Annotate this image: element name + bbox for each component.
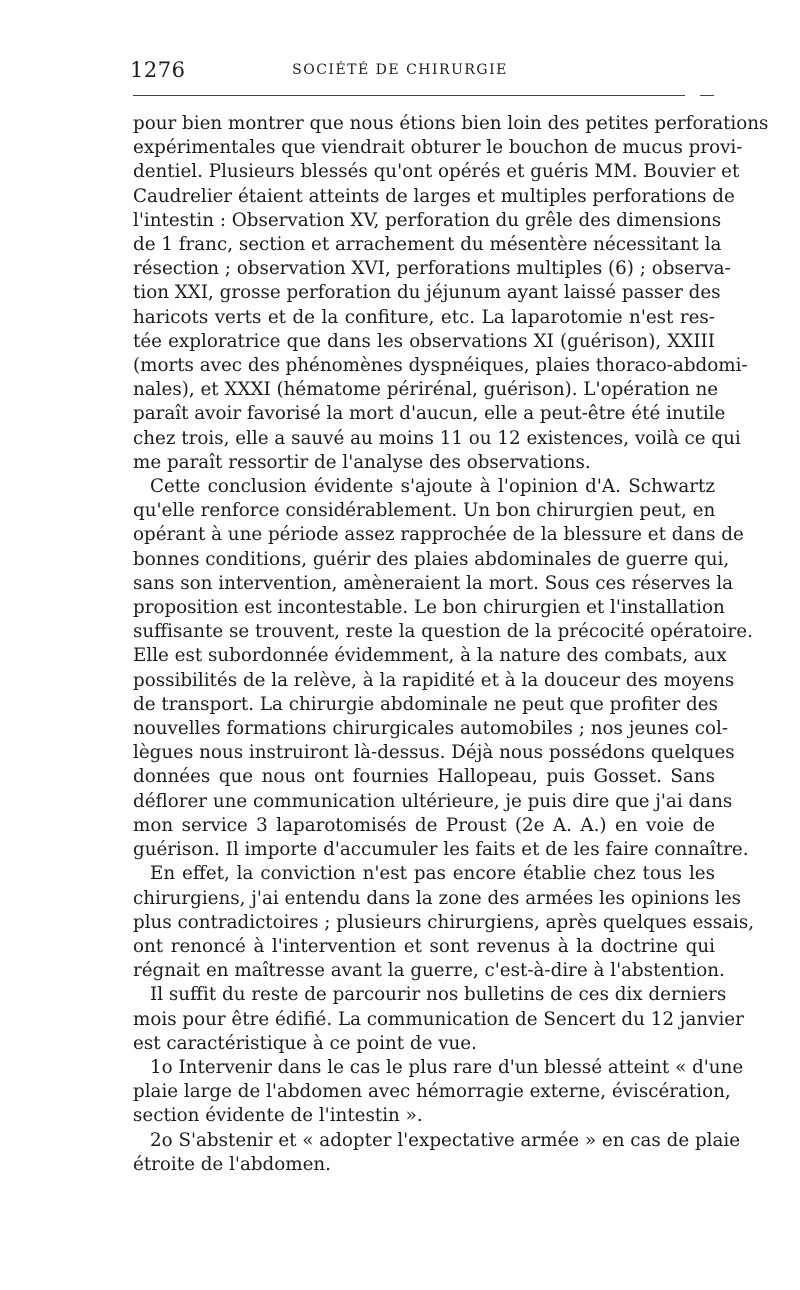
text-line: (morts avec des phénomènes dyspnéiques, plaies thoraco-abdomi- <box>133 355 748 377</box>
text-line: Cette conclusion évidente s'ajoute à l'opinion d'A. Schwartz <box>150 476 715 498</box>
text-line: 2o S'abstenir et « adopter l'expectative armée » en cas de plaie <box>150 1129 741 1151</box>
text-line: sans son intervention, amèneraient la mort. Sous ces réserves la <box>133 572 734 594</box>
text-line: chez trois, elle a sauvé au moins 11 ou 12 existences, voilà ce qui <box>133 427 741 449</box>
text-line: Il suffit du reste de parcourir nos bulletins de ces dix derniers <box>150 984 727 1006</box>
text-line: plus contradictoires ; plusieurs chirurgiens, après quelques essais, <box>133 911 755 933</box>
text-line: dentiel. Plusieurs blessés qu'ont opérés et guéris MM. Bouvier et <box>133 161 740 183</box>
text-line: plaie large de l'abdomen avec hémorragie externe, éviscération, <box>133 1081 731 1103</box>
text-line: est caractéristique à ce point de vue. <box>133 1032 477 1054</box>
text-line: possibilités de la relève, à la rapidité et à la douceur des moyens <box>133 669 735 691</box>
text-line: déflorer une communication ultérieure, je puis dire que j'ai dans <box>133 790 733 812</box>
text-line: opérant à une période assez rapprochée de la blessure et dans de <box>133 524 744 546</box>
text-line: En effet, la conviction n'est pas encore établie chez tous les <box>150 863 715 885</box>
text-line: tion XXI, grosse perforation du jéjunum ayant laissé passer des <box>133 282 721 304</box>
text-line: Caudrelier étaient atteints de larges et multiples perforations de <box>133 185 735 207</box>
text-line: me paraît ressortir de l'analyse des observations. <box>133 451 591 473</box>
text-line: de transport. La chirurgie abdominale ne peut que profiter des <box>133 693 718 715</box>
text-line: nouvelles formations chirurgicales automobiles ; nos jeunes col- <box>133 718 729 740</box>
text-line: nales), et XXXI (hématome périrénal, guérison). L'opération ne <box>133 379 719 401</box>
text-line: régnait en maîtresse avant la guerre, c'est-à-dire à l'abstention. <box>133 960 725 982</box>
text-line: chirurgiens, j'ai entendu dans la zone des armées les opinions les <box>133 887 742 909</box>
text-line: suffisante se trouvent, reste la question de la précocité opératoire. <box>133 621 753 643</box>
text-line: mois pour être édifié. La communication de Sencert du 12 janvier <box>133 1008 744 1030</box>
text-line: Elle est subordonnée évidemment, à la nature des combats, aux <box>133 645 727 667</box>
header-rule-tail <box>700 95 714 96</box>
running-head: SOCIÉTÉ DE CHIRURGIE <box>292 62 508 78</box>
header-rule <box>133 95 685 96</box>
text-line: paraît avoir favorisé la mort d'aucun, elle a peut-être été inutile <box>133 403 726 425</box>
text-line: pour bien montrer que nous étions bien loin des petites perforations <box>133 113 769 134</box>
text-line: 1o Intervenir dans le cas le plus rare d'un blessé atteint « d'une <box>150 1056 744 1078</box>
text-line: étroite de l'abdomen. <box>133 1153 331 1175</box>
text-line: données que nous ont fournies Hallopeau, puis Gosset. Sans <box>133 766 715 788</box>
body-text <box>133 112 769 1177</box>
page-number: 1276 <box>130 58 186 82</box>
text-line: mon service 3 laparotomisés de Proust (2e A. A.) en voie de <box>133 814 715 836</box>
text-line: ont renoncé à l'intervention et sont revenus à la doctrine qui <box>133 935 715 957</box>
text-line: de 1 franc, section et arrachement du mésentère nécessitant la <box>133 234 722 256</box>
text-line: proposition est incontestable. Le bon chirurgien et l'installation <box>133 597 725 619</box>
text-line: qu'elle renforce considérablement. Un bon chirurgien peut, en <box>133 500 716 522</box>
text-line: l'intestin : Observation XV, perforation du grêle des dimensions <box>133 209 722 231</box>
text-line: expérimentales que viendrait obturer le bouchon de mucus provi- <box>133 137 743 159</box>
text-line: lègues nous instruiront là-dessus. Déjà nous possédons quelques <box>133 742 735 764</box>
text-line: bonnes conditions, guérir des plaies abdominales de guerre qui, <box>133 548 730 570</box>
text-line: tée exploratrice que dans les observations XI (guérison), XXIII <box>133 330 715 352</box>
text-line: guérison. Il importe d'accumuler les faits et de les faire connaître. <box>133 839 749 861</box>
text-line: section évidente de l'intestin ». <box>133 1105 423 1127</box>
text-line: résection ; observation XVI, perforations multiples (6) ; observa- <box>133 258 731 280</box>
text-line: haricots verts et de la confiture, etc. La laparotomie n'est res- <box>133 306 715 328</box>
